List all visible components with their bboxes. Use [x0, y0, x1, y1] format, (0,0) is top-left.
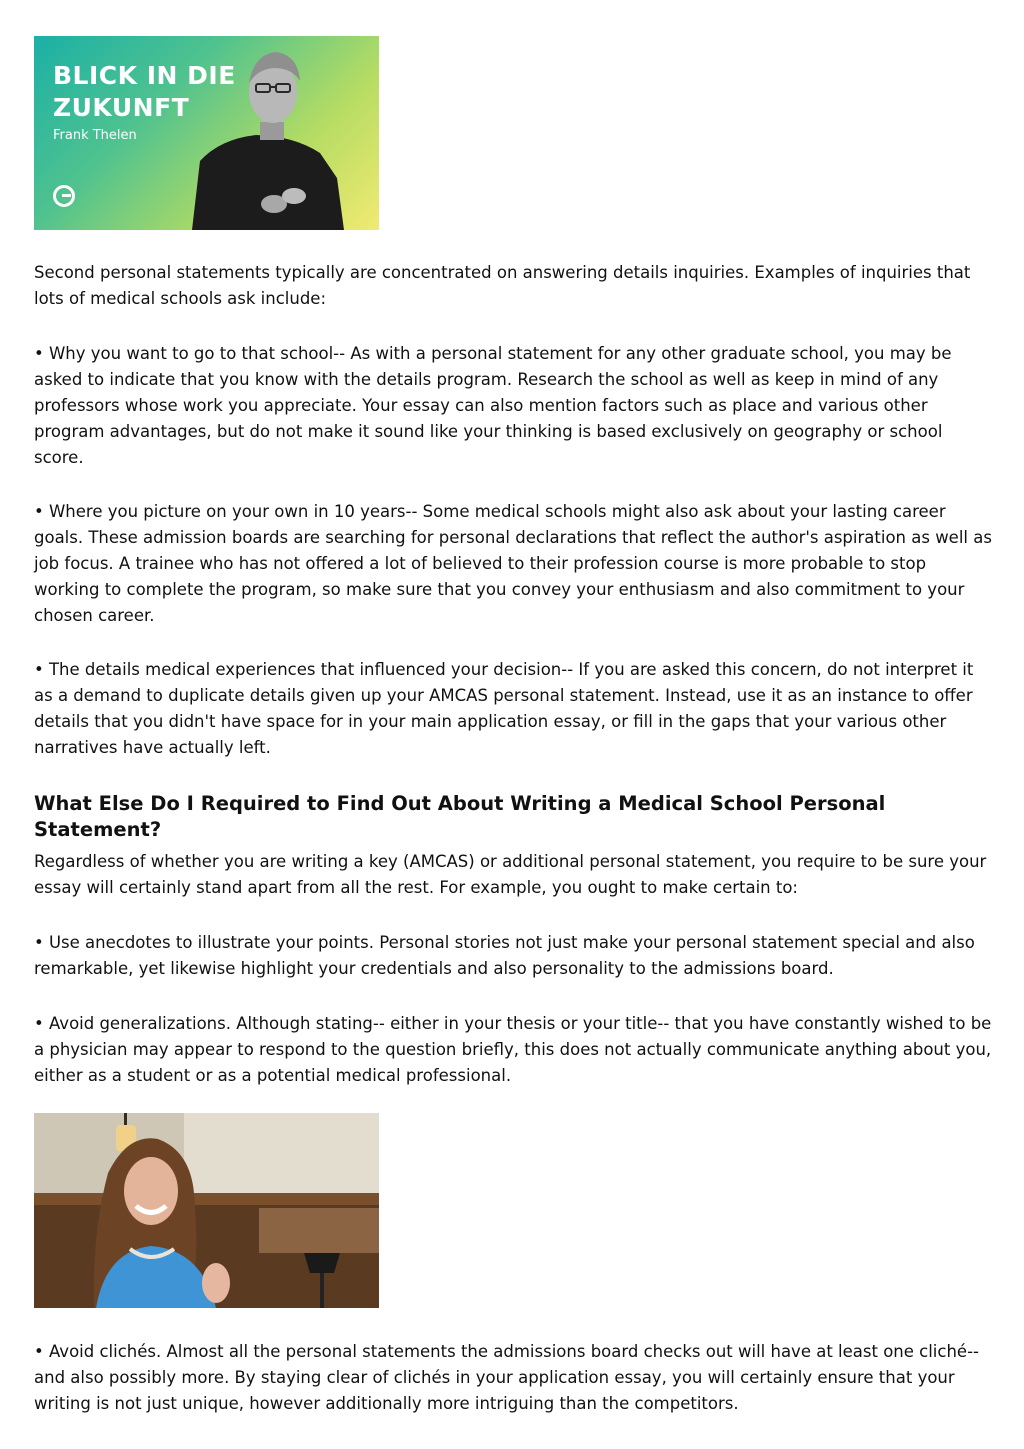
paragraph-intro: Second personal statements typically are concentrated on answering details inquiries. Examples of inquiries that lots of medical schools ask include:	[34, 263, 971, 308]
paragraph-anecdotes: • Use anecdotes to illustrate your points. Personal stories not just make your personal statement special and also remarkable, yet likewise highlight your credentials and also personality to the admissions board.	[34, 933, 975, 978]
thumbnail-subtitle: Frank Thelen	[53, 128, 137, 143]
thumbnail-title-line2: ZUKUNFT	[53, 93, 190, 122]
paragraph-cliches: • Avoid clichés. Almost all the personal statements the admissions board checks out will have at least one cliché-- and also possibly more. By staying clear of clichés in your application essay, you will certainly ensure that your writing is not just unique, however additionally more intriguing than the competitors.	[34, 1342, 979, 1413]
woman-photo	[34, 1113, 379, 1308]
paragraph-generalizations: • Avoid generalizations. Although stating-- either in your thesis or your title-- that you have constantly wished to be a physician may appear to respond to the question briefly, this does not actually communicate anything about you, either as a student or as a potential medical professional.	[34, 1014, 992, 1085]
paragraph-regardless: Regardless of whether you are writing a key (AMCAS) or additional personal statement, you require to be sure your essay will certainly stand apart from all the rest. For example, you ought to make certain to:	[34, 852, 987, 897]
section-heading: What Else Do I Required to Find Out About Writing a Medical School Personal Statement?	[34, 792, 886, 841]
paragraph-medical-experiences: • The details medical experiences that influenced your decision-- If you are asked this concern, do not interpret it as a demand to duplicate details given up your AMCAS personal statement. Instead, use it as an instance to offer details that you didn't have space for in your main application essay, or fill in the gaps that your various other narratives have actually left.	[34, 660, 974, 757]
video-thumbnail-blick-in-die-zukunft[interactable]	[34, 36, 379, 230]
video-thumbnail-smiling-woman[interactable]	[34, 1113, 379, 1308]
paragraph-ten-years: • Where you picture on your own in 10 years-- Some medical schools might also ask about your lasting career goals. These admission boards are searching for personal declarations that reflect the author's aspiration as well as job focus. A trainee who has not offered a lot of believed to their profession course is more probable to stop working to complete the program, so make sure that you convey your enthusiasm and also commitment to your chosen career.	[34, 502, 992, 625]
speaker-photo	[34, 36, 379, 230]
thumbnail-title-line1: BLICK IN DIE	[53, 61, 236, 90]
paragraph-why-school: • Why you want to go to that school-- As with a personal statement for any other graduate school, you may be asked to indicate that you know with the details program. Research the school as well as keep in mind of any professors whose work you appreciate. Your essay can also mention factors such as place and various other program advantages, but do not make it sound like your thinking is based exclusively on geography or school score.	[34, 344, 952, 467]
